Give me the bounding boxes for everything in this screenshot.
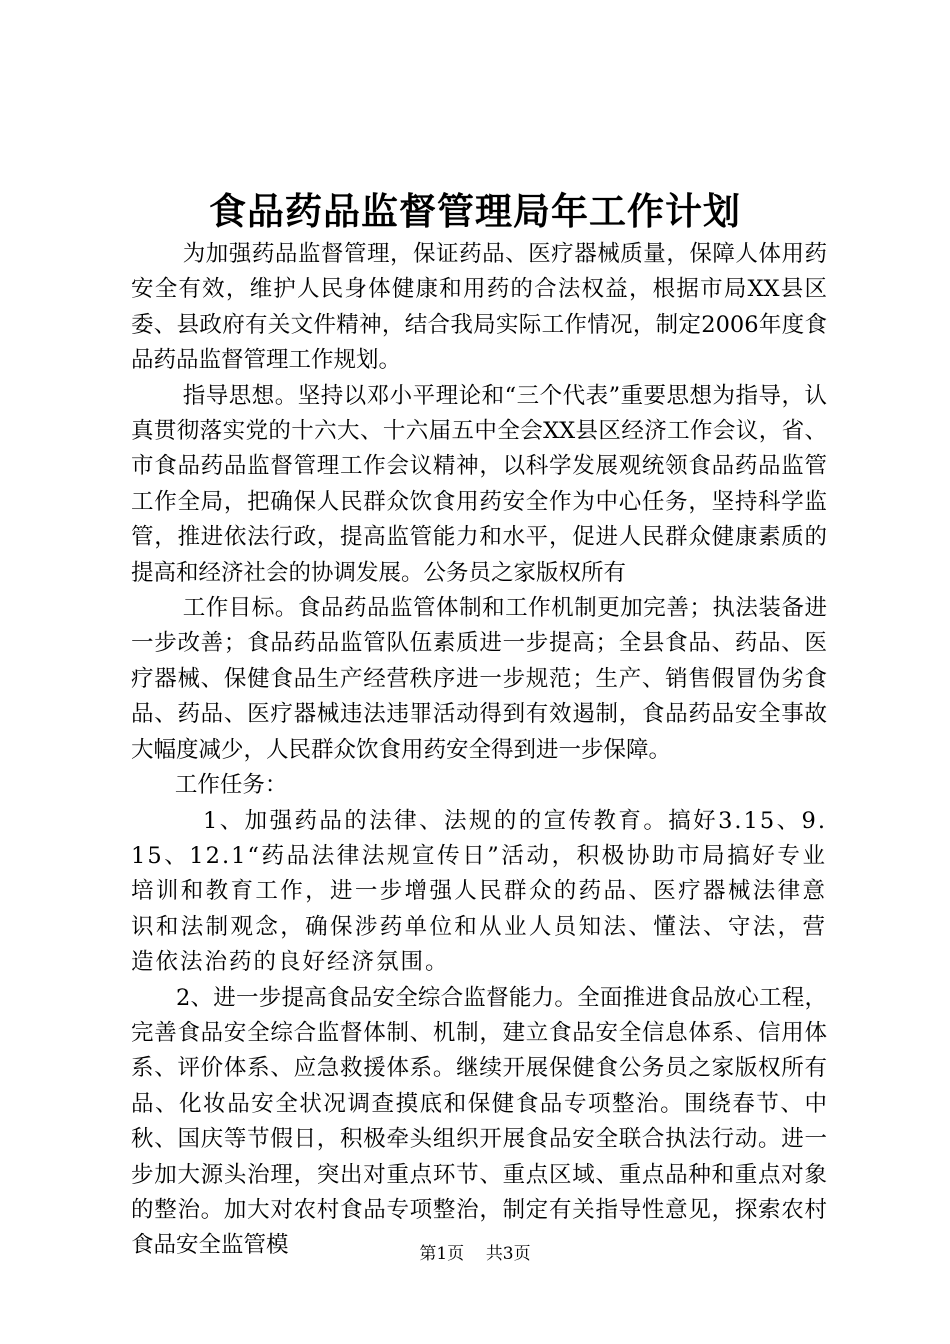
document-body (131, 237, 827, 1264)
paragraph-work-tasks-heading: 工作任务： (174, 772, 288, 799)
paragraph-task-1: 1、加强药品的法律、法规的的宣传教育。搞好3.15、9.15、12.1“药品法律法规宣传日”活动，积极协助市局搞好专业培训和教育工作，进一步增强人民群众的药品、医疗器械法律意识和法制观念，确保涉药单位和从业人员知法、懂法、守法，营造依法治药的良好经济氛围。 (131, 807, 827, 976)
paragraph-task-2: 2、进一步提高食品安全综合监督能力。全面推进食品放心工程，完善食品安全综合监督体制、机制，建立食品安全信息体系、信用体系、评价体系、应急救援体系。继续开展保健食公务员之家版权所有品、化妆品安全状况调查摸底和保健食品专项整治。围绕春节、中秋、国庆等节假日，积极牵头组织开展食品安全联合执法行动。进一步加大源头治理，突出对重点环节、重点区域、重点品种和重点对象的整治。加大对农村食品专项整治，制定有关指导性意见，探索农村食品安全监管模 (131, 984, 827, 1259)
document-title: 食品药品监督管理局年工作计划 (209, 189, 741, 233)
paragraph-intro: 为加强药品监督管理，保证药品、医疗器械质量，保障人体用药安全有效，维护人民身体健康和用药的合法权益，根据市局XX县区委、县政府有关文件精神，结合我局实际工作情况，制定2006年度食品药品监督管理工作规划。 (131, 241, 827, 374)
page-spacer (470, 1242, 481, 1266)
page-number: 第1页 (419, 1244, 465, 1264)
paragraph-work-goals: 工作目标。食品药品监管体制和工作机制更加完善；执法装备进一步改善；食品药品监管队伍素质进一步提高；全县食品、药品、医疗器械、保健食品生产经营秩序进一步规范；生产、销售假冒伪劣食品、药品、医疗器械违法违罪活动得到有效遏制，食品药品安全事故大幅度减少，人民群众饮食用药安全得到进一步保障。 (131, 595, 827, 763)
page-footer (0, 1242, 950, 1266)
paragraph-guiding-thought: 指导思想。坚持以邓小平理论和“三个代表”重要思想为指导，认真贯彻落实党的十六大、十六届五中全会XX县区经济工作会议，省、市食品药品监督管理工作会议精神，以科学发展观统领食品药品监管工作全局，把确保人民群众饮食用药安全作为中心任务，坚持科学监管，推进依法行政，提高监管能力和水平，促进人民群众健康素质的提高和经济社会的协调发展。公务员之家版权所有 (131, 382, 827, 586)
page-total: 共3页 (485, 1244, 531, 1264)
